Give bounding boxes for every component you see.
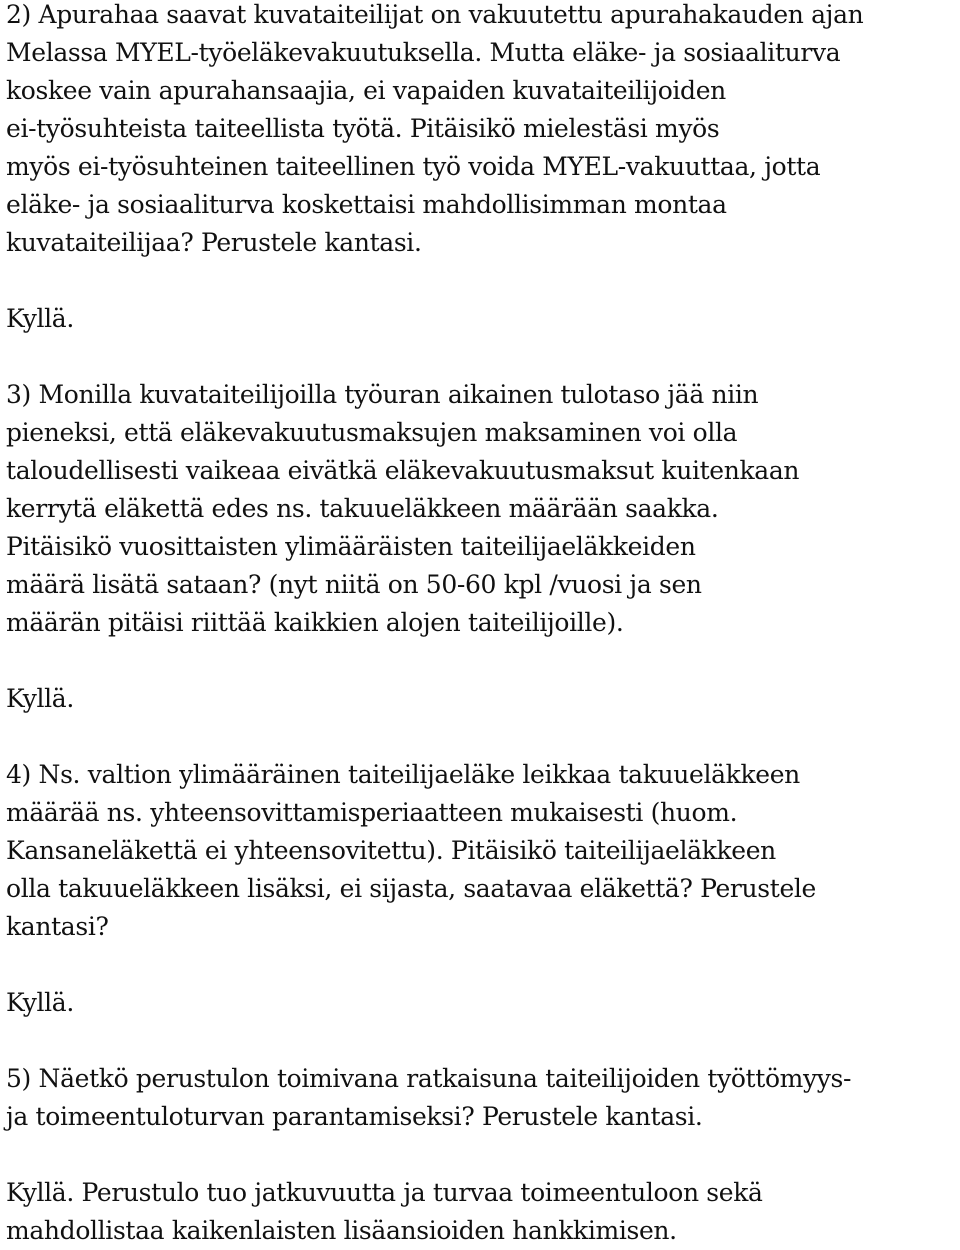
question-3-line: taloudellisesti vaikeaa eivätkä eläkevakuutusmaksut kuitenkaan — [6, 456, 800, 485]
answer-5-line: mahdollistaa kaikenlaisten lisäansioiden hankkimisen. — [6, 1216, 677, 1245]
question-2-line: koskee vain apurahansaajia, ei vapaiden kuvataiteilijoiden — [6, 76, 726, 105]
answer-4-line: Kyllä. — [6, 988, 74, 1017]
question-2-line: myös ei-työsuhteinen taiteellinen työ voida MYEL-vakuuttaa, jotta — [6, 152, 821, 181]
document-page — [6, 0, 960, 1250]
question-4 — [6, 756, 960, 946]
answer-3 — [6, 680, 960, 718]
question-4-line: määrää ns. yhteensovittamisperiaatteen mukaisesti (huom. — [6, 798, 738, 827]
question-5-line: 5) Näetkö perustulon toimivana ratkaisuna taiteilijoiden työttömyys- — [6, 1064, 852, 1093]
question-4-line: kantasi? — [6, 912, 109, 941]
paragraph-gap — [6, 338, 960, 376]
question-3-line: kerrytä eläkettä edes ns. takuueläkkeen määrään saakka. — [6, 494, 719, 523]
question-3 — [6, 376, 960, 642]
question-3-line: määrän pitäisi riittää kaikkien alojen taiteilijoille). — [6, 608, 624, 637]
question-4-line: Kansaneläkettä ei yhteensovitettu). Pitäisikö taiteilijaeläkkeen — [6, 836, 776, 865]
question-2-line: ei-työsuhteista taiteellista työtä. Pitäisikö mielestäsi myös — [6, 114, 720, 143]
answer-3-line: Kyllä. — [6, 684, 74, 713]
question-3-line: pieneksi, että eläkevakuutusmaksujen maksaminen voi olla — [6, 418, 738, 447]
answer-5 — [6, 1174, 960, 1250]
paragraph-gap — [6, 642, 960, 680]
question-3-line: 3) Monilla kuvataiteilijoilla työuran aikainen tulotaso jää niin — [6, 380, 759, 409]
answer-2 — [6, 300, 960, 338]
question-2-line: Melassa MYEL-työeläkevakuutuksella. Mutta eläke- ja sosiaaliturva — [6, 38, 841, 67]
paragraph-gap — [6, 1022, 960, 1060]
answer-5-line: Kyllä. Perustulo tuo jatkuvuutta ja turvaa toimeentuloon sekä — [6, 1178, 763, 1207]
paragraph-gap — [6, 1136, 960, 1174]
question-2-line: kuvataiteilijaa? Perustele kantasi. — [6, 228, 422, 257]
question-2 — [6, 0, 960, 262]
question-4-line: 4) Ns. valtion ylimääräinen taiteilijaeläke leikkaa takuueläkkeen — [6, 760, 800, 789]
question-5-line: ja toimeentuloturvan parantamiseksi? Perustele kantasi. — [6, 1102, 703, 1131]
question-2-line: eläke- ja sosiaaliturva koskettaisi mahdollisimman montaa — [6, 190, 727, 219]
paragraph-gap — [6, 262, 960, 300]
question-3-line: määrä lisätä sataan? (nyt niitä on 50-60 kpl /vuosi ja sen — [6, 570, 702, 599]
answer-2-line: Kyllä. — [6, 304, 74, 333]
paragraph-gap — [6, 718, 960, 756]
question-3-line: Pitäisikö vuosittaisten ylimääräisten taiteilijaeläkkeiden — [6, 532, 696, 561]
question-5 — [6, 1060, 960, 1136]
answer-4 — [6, 984, 960, 1022]
question-2-line: 2) Apurahaa saavat kuvataiteilijat on vakuutettu apurahakauden ajan — [6, 0, 864, 29]
question-4-line: olla takuueläkkeen lisäksi, ei sijasta, saatavaa eläkettä? Perustele — [6, 874, 816, 903]
paragraph-gap — [6, 946, 960, 984]
